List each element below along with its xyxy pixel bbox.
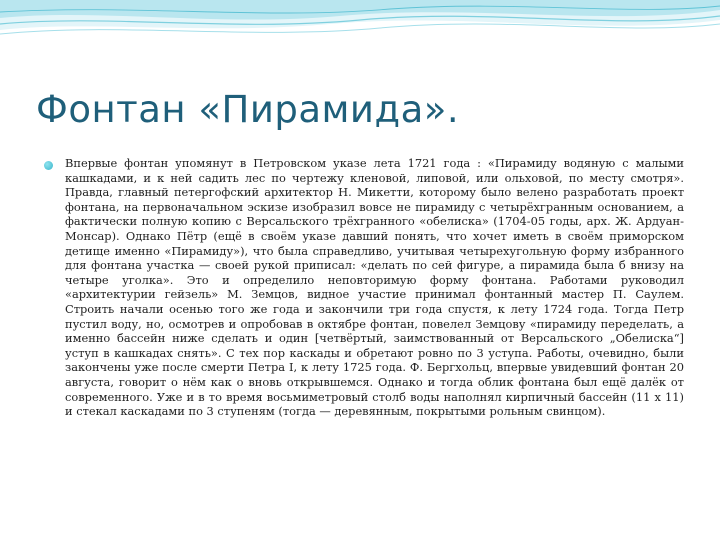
slide-content — [44, 156, 684, 419]
slide-title: Фонтан «Пирамида». — [36, 88, 460, 131]
decorative-wave-header — [0, 0, 720, 70]
round-bullet-icon — [44, 161, 53, 170]
bullet-paragraph: Впервые фонтан упомянут в Петровском указе лета 1721 года : «Пирамиду водяную с малыми кашкадами, и к ней садить лес по чертежу кленовой, липовой, или ольховой, по месту смотря». Правда, главный петергофский архитектор Н. Микетти, которому было велено разработать проект фонтана, на первоначальном эскизе изобразил вовсе не пирамиду с четырёхгранным основанием, а фактически полную копию с Версальского трёхгранного «обелиска» (1704-05 годы, арх. Ж. Ардуан-Монсар). Однако Пётр (ещё в своём указе давший понять, что хочет иметь в своём приморском детище именно «Пирамиду»), что была справедливо, учитывая четырехугольную форму избранного для фонтана участка — своей рукой приписал: «делать по сей фигуре, а пирамида была б внизу на четыре уголка». Это и определило неповторимую форму фонтана. Работами руководил «архитектурии гейзель» М. Земцов, видное участие принимал фонтанный мастер П. Саулем. Строить начали осенью того же года и закончили три года спустя, к лету 1724 года. Тогда Петр пустил воду, но, осмотрев и опробовав в октябре фонтан, повелел Земцову «пирамиду переделать, а именно бассейн ниже сделать и один [четвёртый, заимствованный от Версальского „Обелиска“] уступ в кашкадах снять». С тех пор каскады и обретают ровно по 3 уступа. Работы, очевидно, были закончены уже после смерти Петра I, к лету 1725 года. Ф. Бергхольц, впервые увидевший фонтан 20 августа, говорит о нём как о вновь открывшемся. Однако и тогда облик фонтана был ещё далёк от современного. Уже и в то время восьмиметровый столб воды наполнял кирпичный бассейн (11 х 11) и стекал каскадами по 3 ступеням (тогда — деревянным, покрытыми рольным свинцом). — [65, 156, 684, 419]
